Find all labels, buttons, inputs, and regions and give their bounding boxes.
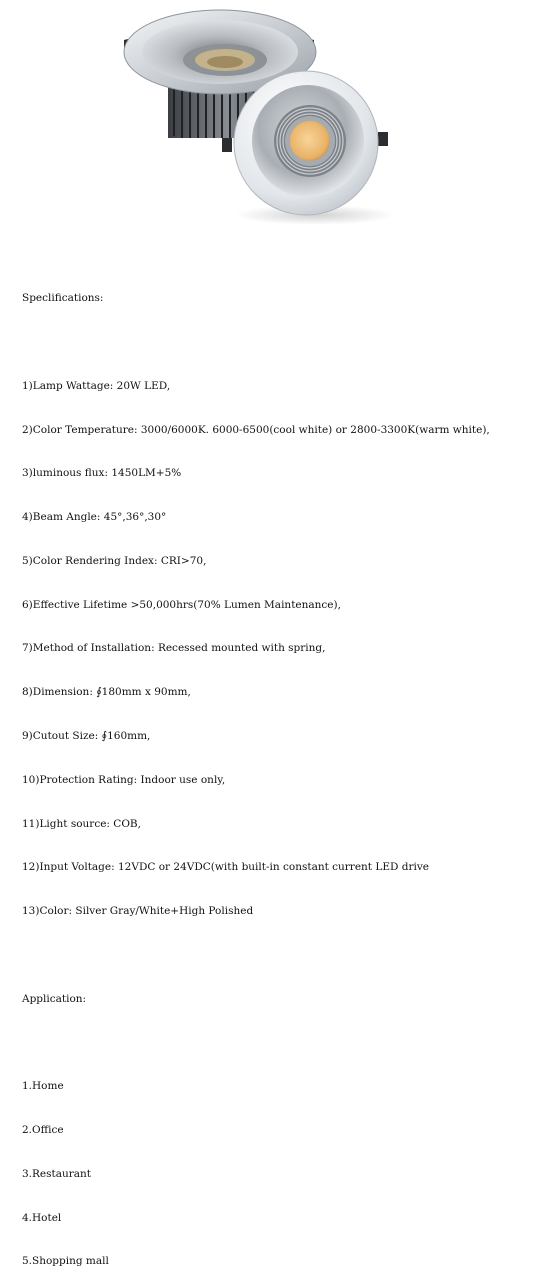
spec-item: 4)Beam Angle: 45°,36°,30° [22,511,167,524]
application-item: 2.Office [22,1124,64,1137]
spec-item: 1)Lamp Wattage: 20W LED, [22,379,171,392]
spec-item: 2)Color Temperature: 3000/6000K. 6000-6500(cool white) or 2800-3300K(warm white), [22,423,490,436]
spec-item: 12)Input Voltage: 12VDC or 24VDC(with built-in constant current LED drive [22,861,429,874]
spec-item: 9)Cutout Size: ∮160mm, [22,730,151,742]
product-photo [110,0,410,230]
product-description [22,262,542,1284]
spec-item: 3)luminous flux: 1450LM+5% [22,467,182,480]
application-heading: Application: [22,992,87,1005]
application-item: 4.Hotel [22,1211,62,1224]
specifications-heading: Speclifications: [22,292,104,305]
spec-item: 5)Color Rendering Index: CRI>70, [22,554,207,567]
spec-item: 6)Effective Lifetime >50,000hrs(70% Lumen Maintenance), [22,598,341,611]
application-item: 5.Shopping mall [22,1255,109,1268]
spec-item: 7)Method of Installation: Recessed mounted with spring, [22,642,326,655]
application-item: 1.Home [22,1080,64,1093]
spec-item: 13)Color: Silver Gray/White+High Polished [22,905,254,918]
application-item: 3.Restaurant [22,1167,92,1180]
spec-item: 8)Dimension: ∮180mm x 90mm, [22,686,191,699]
spec-item: 11)Light source: COB, [22,817,141,830]
spec-item: 10)Protection Rating: Indoor use only, [22,773,226,786]
